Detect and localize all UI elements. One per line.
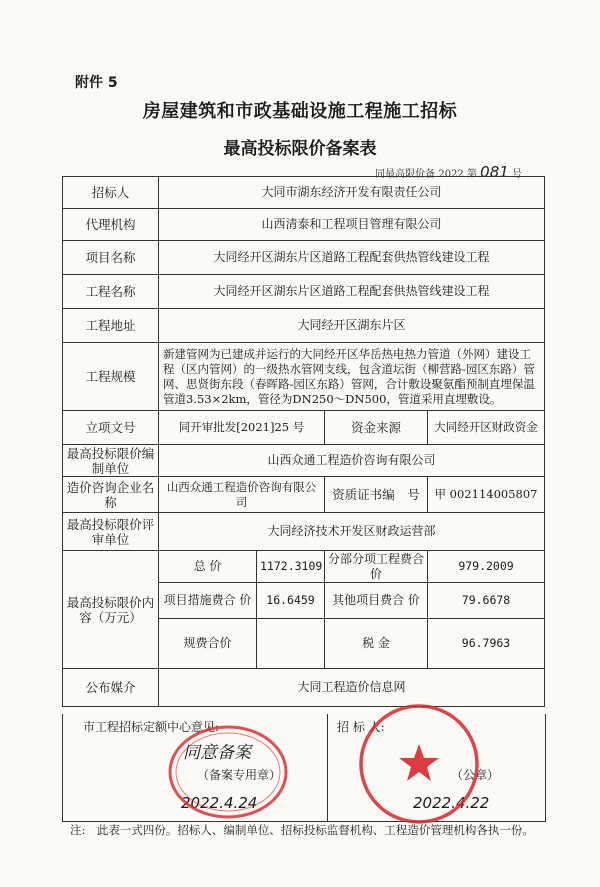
- sub-label: 分部分项工程费合价: [325, 551, 428, 583]
- center-seal-note: （备案专用章）: [197, 768, 282, 782]
- measure-label: 项目措施费合 价: [159, 583, 257, 619]
- media-label: 公布媒介: [63, 669, 159, 707]
- project-value: 大同经开区湖东片区道路工程配套供热管线建设工程: [159, 241, 545, 275]
- works-label: 工程名称: [63, 275, 159, 309]
- signoff-section: [62, 714, 546, 822]
- funding-value: 大同经开区财政资金: [428, 411, 545, 445]
- reviewer-value: 大同经济技术开发区财政运营部: [159, 513, 545, 551]
- tax-label: 税 金: [325, 619, 428, 669]
- center-date-handwritten: 2022.4.24: [181, 794, 258, 812]
- other-value: 79.6678: [428, 583, 545, 619]
- consult-value: 山西众通工程造价咨询有限公司: [159, 477, 325, 513]
- tenderer-label: 招标人: [63, 177, 159, 209]
- certificate-label: 资质证书编 号: [325, 477, 428, 513]
- row-consult: [63, 477, 545, 513]
- row-approval: [63, 411, 545, 445]
- center-opinion-label: 市工程招标定额中心意见:: [83, 720, 220, 734]
- compiler-value: 山西众通工程造价咨询有限公司: [159, 445, 545, 477]
- filing-form-table: [62, 176, 545, 707]
- file-number-handwritten: 081: [480, 163, 509, 181]
- row-site: [63, 309, 545, 343]
- works-value: 大同经开区湖东片区道路工程配套供热管线建设工程: [159, 275, 545, 309]
- row-compiler: [63, 445, 545, 477]
- approval-label: 立项文号: [63, 411, 159, 445]
- sub-value: 979.2009: [428, 551, 545, 583]
- certificate-value: 甲 002114005807: [428, 477, 545, 513]
- file-number-suffix: 号: [512, 169, 522, 180]
- agency-label: 代理机构: [63, 209, 159, 241]
- tenderer-date-handwritten: 2022.4.22: [413, 794, 490, 812]
- total-label: 总 价: [159, 551, 257, 583]
- row-works: [63, 275, 545, 309]
- tenderer-value: 大同市湖东经济开发有限责任公司: [159, 177, 545, 209]
- agency-value: 山西清泰和工程项目管理有限公司: [159, 209, 545, 241]
- signoff-divider: [327, 714, 328, 821]
- limit-label: 最高投标限价内容（万元）: [63, 551, 159, 669]
- annex-label: 附件 5: [75, 75, 118, 91]
- row-project: [63, 241, 545, 275]
- footnote: 注: 此表一式四份。招标人、编制单位、招标投标监督机构、工程造价管理机构各执一份。: [70, 823, 534, 837]
- tenderer-seal-note: （公章）: [451, 768, 500, 782]
- compiler-label: 最高投标限价编制单位: [63, 445, 159, 477]
- media-value: 大同工程造价信息网: [159, 669, 545, 707]
- row-agency: [63, 209, 545, 241]
- measure-value: 16.6459: [257, 583, 325, 619]
- consult-label: 造价咨询企业名称: [63, 477, 159, 513]
- approval-value: 同开审批发[2021]25 号: [159, 411, 325, 445]
- funding-label: 资金来源: [325, 411, 428, 445]
- row-tenderer: [63, 177, 545, 209]
- project-label: 项目名称: [63, 241, 159, 275]
- row-media: [63, 669, 545, 707]
- other-label: 其他项目费合 价: [325, 583, 428, 619]
- fee-value: [257, 619, 325, 669]
- row-limit-total: [63, 551, 545, 583]
- tax-value: 96.7963: [428, 619, 545, 669]
- tenderer-sign-label: 招 标 人:: [337, 720, 385, 734]
- scale-description: 新建管网为已建成并运行的大同经开区华岳热电热力管道（外网）建设工程（区内管网）的一级热水管网支线，包含道坛街（柳营路-园区东路）管网、思贤街东段（春晖路-园区东路）管网，合计敷设聚氨酯预制直埋保温管道3.53×2km，管径为DN250～DN500，管道采用直埋敷设。: [159, 343, 545, 411]
- reviewer-label: 最高投标限价评审单位: [63, 513, 159, 551]
- page-title: 房屋建筑和市政基础设施工程施工招标: [142, 101, 458, 122]
- total-value: 1172.3109: [257, 551, 325, 583]
- fee-label: 规费合价: [159, 619, 257, 669]
- site-label: 工程地址: [63, 309, 159, 343]
- row-scale: [63, 343, 545, 411]
- file-number-prefix: 同最高限价备 2022 第: [375, 169, 477, 180]
- page-subtitle: 最高投标限价备案表: [223, 139, 377, 159]
- site-value: 大同经开区湖东片区: [159, 309, 545, 343]
- scale-label: 工程规模: [63, 343, 159, 411]
- row-reviewer: [63, 513, 545, 551]
- center-opinion-handwritten: 同意备案: [183, 743, 251, 763]
